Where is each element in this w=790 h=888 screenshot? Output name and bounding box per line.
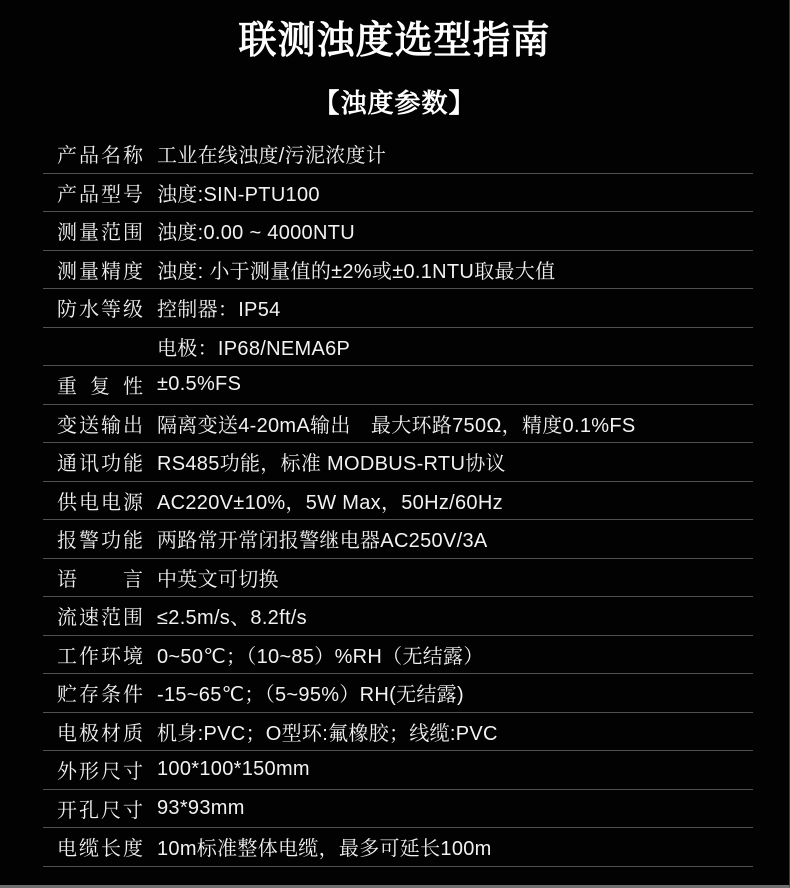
spec-label: 防水等级 — [57, 299, 143, 322]
spec-value: 控制器：IP54 — [157, 299, 281, 322]
spec-label: 电极材质 — [57, 722, 143, 745]
spec-value: 93*93mm — [157, 796, 245, 819]
spec-label: 电缆长度 — [57, 838, 143, 861]
table-row — [43, 135, 753, 174]
spec-label: 供电电源 — [57, 491, 143, 514]
table-row — [43, 751, 753, 790]
table-row — [43, 520, 753, 559]
table-row — [43, 251, 753, 290]
spec-value: 中英文可切换 — [157, 568, 279, 591]
table-row — [43, 328, 753, 367]
spec-label: 报警功能 — [57, 530, 143, 553]
spec-value: ±0.5%FS — [157, 373, 242, 396]
spec-label: 工作环境 — [57, 645, 143, 668]
spec-label: 开孔尺寸 — [57, 799, 143, 822]
table-row — [43, 828, 753, 867]
spec-label: 产品名称 — [57, 145, 143, 168]
table-row — [43, 174, 753, 213]
spec-value: 浊度:0.00 ~ 4000NTU — [157, 222, 355, 245]
table-row — [43, 713, 753, 752]
spec-label: 通讯功能 — [57, 453, 143, 476]
table-row — [43, 559, 753, 598]
spec-label: 语言 — [57, 568, 143, 591]
spec-label: 测量范围 — [57, 222, 143, 245]
spec-value: 0~50℃；（10~85）%RH（无结露） — [157, 645, 484, 668]
spec-label: 产品型号 — [57, 183, 143, 206]
table-row — [43, 212, 753, 251]
spec-value: 工业在线浊度/污泥浓度计 — [157, 145, 387, 168]
spec-label: 贮存条件 — [57, 684, 143, 707]
spec-label: 流速范围 — [57, 607, 143, 630]
spec-value: 10m标准整体电缆，最多可延长100m — [157, 838, 492, 861]
spec-label: 外形尺寸 — [57, 761, 143, 784]
table-row — [43, 597, 753, 636]
table-row — [43, 366, 753, 405]
spec-table — [43, 135, 753, 867]
table-row — [43, 405, 753, 444]
spec-label: 测量精度 — [57, 260, 143, 283]
spec-value: -15~65℃；（5~95%）RH(无结露) — [157, 684, 464, 707]
spec-value: 隔离变送4-20mA输出 最大环路750Ω，精度0.1%FS — [157, 414, 636, 437]
spec-value: RS485功能，标准 MODBUS-RTU协议 — [157, 453, 506, 476]
table-row — [43, 636, 753, 675]
table-row — [43, 443, 753, 482]
table-row — [43, 289, 753, 328]
table-row — [43, 482, 753, 521]
spec-value: 浊度: 小于测量值的±2%或±0.1NTU取最大值 — [157, 260, 556, 283]
spec-value: 机身:PVC；O型环:氟橡胶；线缆:PVC — [157, 722, 498, 745]
table-row — [43, 790, 753, 829]
spec-value: 100*100*150mm — [157, 758, 310, 781]
page-title: 联测浊度选型指南 — [238, 20, 551, 62]
table-row — [43, 674, 753, 713]
spec-value: AC220V±10%，5W Max，50Hz/60Hz — [157, 491, 503, 514]
spec-value: ≤2.5m/s、8.2ft/s — [157, 607, 307, 630]
spec-value: 两路常开常闭报警继电器AC250V/3A — [157, 530, 488, 553]
spec-value: 浊度:SIN-PTU100 — [157, 183, 320, 206]
spec-label: 重复性 — [57, 376, 143, 399]
spec-value: 电极：IP68/NEMA6P — [157, 337, 351, 360]
spec-label: 变送输出 — [57, 414, 143, 437]
section-title: 【浊度参数】 — [313, 88, 476, 118]
